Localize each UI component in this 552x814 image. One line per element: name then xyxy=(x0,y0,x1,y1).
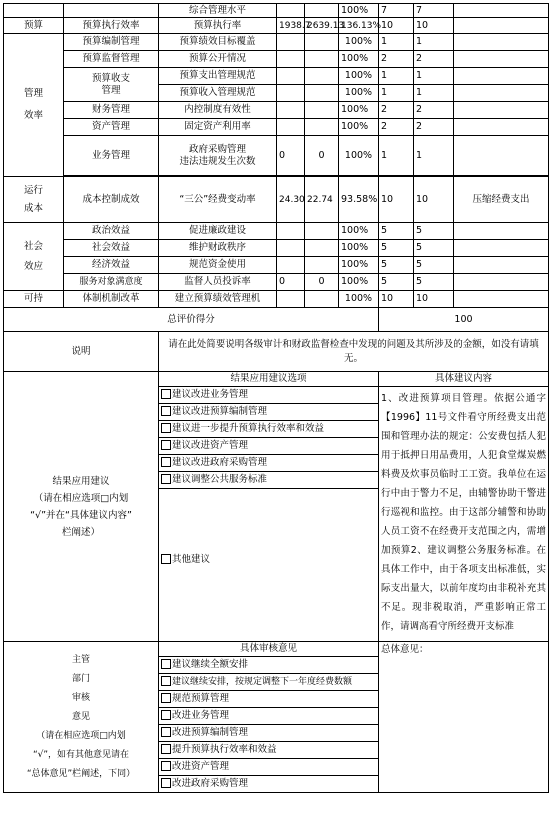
score-cell: 2 xyxy=(414,119,454,136)
option-label: 改进预算编制管理 xyxy=(172,727,249,738)
result-label-line: 结果应用建议 xyxy=(52,475,110,487)
weight-cell: 1 xyxy=(379,85,414,102)
table-row xyxy=(4,68,549,85)
option-label: 建议进一步提升预算执行效率和效益 xyxy=(172,423,325,434)
review-option[interactable] xyxy=(159,674,378,691)
category-cell: 运行 成本 xyxy=(4,177,64,223)
checkbox[interactable] xyxy=(161,554,171,564)
review-options-cell xyxy=(159,642,379,793)
first-indicator-cell xyxy=(64,4,159,18)
rate-cell: 100% xyxy=(339,274,379,291)
value-cell xyxy=(305,223,339,240)
option-label: 规范预算管理 xyxy=(172,693,230,704)
result-label-line: （请在相应选项□内划 xyxy=(33,492,129,504)
weight-cell: 7 xyxy=(379,4,414,18)
first-indicator-cell: 业务管理 xyxy=(64,136,159,176)
second-indicator-cell: 预算执行率 xyxy=(159,18,277,34)
result-content-text: 1、改进预算项目管理。依据公通字【1996】11号文件看守所经费支出范围和管理办法的规定：公安费包括人犯用于抵押日用品费用，人犯食堂煤炭燃料费及炊事员临时工工资。我单位在运行中由于警力不足，由辅警协助干警进行巡视和监控。由于这部分辅警和协助人员工资不在经费开支范围之内，需增加预算2、建议调整公务服务标准。在具体工作中，由于各项支出标准低，实际支出量大，以前年度均由非税补充其不足。现非税取消，严重影响正常工作，请调高看守所经费开支标准 xyxy=(381,393,546,632)
explain-text: 请在此处简要说明各级审计和财政监督检查中发现的问题及其所涉及的金额，如没有请填无。 xyxy=(159,332,549,372)
checkbox[interactable] xyxy=(161,693,171,703)
option-label: 改进资产管理 xyxy=(172,761,230,772)
checkbox[interactable] xyxy=(161,710,171,720)
value-cell xyxy=(305,34,339,51)
score-cell: 5 xyxy=(414,274,454,291)
result-content-header: 具体建议内容 xyxy=(379,372,548,387)
result-option[interactable] xyxy=(159,404,378,421)
value-cell xyxy=(277,240,305,257)
value-cell: 0 xyxy=(305,274,339,291)
result-content-cell xyxy=(379,372,549,642)
value-cell xyxy=(305,51,339,68)
remark-cell xyxy=(454,68,549,85)
result-options-list xyxy=(159,387,378,631)
weight-cell: 10 xyxy=(379,177,414,223)
first-indicator-cell: 预算编制管理 xyxy=(64,34,159,51)
first-indicator-cell: 成本控制成效 xyxy=(64,177,159,223)
table-row xyxy=(4,223,549,240)
score-cell: 5 xyxy=(414,223,454,240)
value-cell xyxy=(277,85,305,102)
weight-cell: 2 xyxy=(379,102,414,119)
option-label: 提升预算执行效率和效益 xyxy=(172,744,277,755)
remark-cell xyxy=(454,34,549,51)
rate-cell: 100% xyxy=(339,102,379,119)
second-indicator-cell: 规范资金使用 xyxy=(159,257,277,274)
remark-cell xyxy=(454,18,549,34)
review-label-line: （请在相应选项□内划 xyxy=(36,730,126,741)
option-label: 改进政府采购管理 xyxy=(172,778,249,789)
second-indicator-cell: 维护财政秩序 xyxy=(159,240,277,257)
value-cell xyxy=(305,4,339,18)
second-indicator-cell: 建立预算绩效管理机 xyxy=(159,291,277,308)
value-cell: 1938.7 xyxy=(277,18,305,34)
first-indicator-cell: 资产管理 xyxy=(64,119,159,136)
checkbox[interactable] xyxy=(161,761,171,771)
score-cell: 7 xyxy=(414,4,454,18)
remark-cell xyxy=(454,240,549,257)
review-label-line: “√”，如有其他意见请在 xyxy=(32,749,130,760)
score-cell: 1 xyxy=(414,34,454,51)
weight-cell: 5 xyxy=(379,240,414,257)
option-label: 建议调整公共服务标准 xyxy=(172,474,268,485)
second-indicator-cell: 政府采购管理 违法违规发生次数 xyxy=(159,136,277,176)
review-label-line: 审核 xyxy=(71,692,90,703)
second-indicator-cell: 固定资产利用率 xyxy=(159,119,277,136)
table-row xyxy=(4,177,549,223)
score-cell: 10 xyxy=(414,18,454,34)
remark-cell xyxy=(454,223,549,240)
value-cell xyxy=(305,240,339,257)
checkbox[interactable] xyxy=(161,676,171,686)
weight-cell: 1 xyxy=(379,136,414,176)
first-indicator-cell: 社会效益 xyxy=(64,240,159,257)
first-indicator-cell: 预算监督管理 xyxy=(64,51,159,68)
value-cell xyxy=(277,34,305,51)
result-option[interactable] xyxy=(159,472,378,489)
checkbox[interactable] xyxy=(161,457,171,467)
category-cell: 可持 xyxy=(4,291,64,308)
checkbox[interactable] xyxy=(161,389,171,399)
value-cell xyxy=(305,85,339,102)
review-label-line: “总体意见”栏阐述，下同） xyxy=(26,768,136,779)
review-label xyxy=(4,642,159,793)
score-cell: 10 xyxy=(414,177,454,223)
rate-cell: 136.13% xyxy=(339,18,379,34)
value-cell xyxy=(277,68,305,85)
review-option[interactable] xyxy=(159,657,378,674)
rate-cell: 100% xyxy=(339,85,379,102)
checkbox[interactable] xyxy=(161,406,171,416)
evaluation-table xyxy=(3,3,549,793)
checkbox[interactable] xyxy=(161,744,171,754)
weight-cell: 5 xyxy=(379,257,414,274)
checkbox[interactable] xyxy=(161,727,171,737)
score-cell: 2 xyxy=(414,102,454,119)
value-cell: 22.74 xyxy=(305,177,339,223)
value-cell xyxy=(305,102,339,119)
table-row xyxy=(4,136,549,176)
remark-cell xyxy=(454,136,549,176)
remark-cell xyxy=(454,274,549,291)
checkbox[interactable] xyxy=(161,474,171,484)
option-label: 改进业务管理 xyxy=(172,710,230,721)
weight-cell: 2 xyxy=(379,51,414,68)
second-indicator-cell: 预算公开情况 xyxy=(159,51,277,68)
overall-opinion-label: 总体意见： xyxy=(381,644,429,655)
remark-cell: 压缩经费支出 xyxy=(454,177,549,223)
value-cell: 0 xyxy=(277,274,305,291)
table-row xyxy=(4,119,549,136)
weight-cell: 1 xyxy=(379,68,414,85)
value-cell xyxy=(305,119,339,136)
remark-cell xyxy=(454,85,549,102)
checkbox[interactable] xyxy=(161,423,171,433)
value-cell xyxy=(277,291,305,308)
table-row xyxy=(4,291,549,308)
value-cell xyxy=(277,102,305,119)
table-row xyxy=(4,102,549,119)
score-cell: 5 xyxy=(414,257,454,274)
total-score: 100 xyxy=(379,308,549,332)
remark-cell xyxy=(454,51,549,68)
option-label: 建议改进业务管理 xyxy=(172,389,249,400)
table-row xyxy=(4,51,549,68)
checkbox[interactable] xyxy=(161,659,171,669)
second-indicator-cell: 综合管理水平 xyxy=(159,4,277,18)
result-label-line: “√”并在“具体建议内容” xyxy=(30,509,132,521)
first-indicator-cell: 经济效益 xyxy=(64,257,159,274)
value-cell: 0 xyxy=(305,136,339,176)
explain-row xyxy=(4,332,549,372)
value-cell: 2639.13 xyxy=(305,18,339,34)
category-cell: 管理 效率 xyxy=(4,34,64,177)
second-indicator-cell: 促进廉政建设 xyxy=(159,223,277,240)
result-option[interactable] xyxy=(159,438,378,455)
remark-cell xyxy=(454,291,549,308)
weight-cell: 2 xyxy=(379,119,414,136)
value-cell: 24.30 xyxy=(277,177,305,223)
first-indicator-cell: 体制机制改革 xyxy=(64,291,159,308)
weight-cell: 5 xyxy=(379,274,414,291)
checkbox[interactable] xyxy=(161,778,171,788)
rate-cell: 100% xyxy=(339,68,379,85)
score-cell: 1 xyxy=(414,136,454,176)
table-row xyxy=(4,240,549,257)
result-label xyxy=(4,372,159,642)
category-cell: 预算 xyxy=(4,18,64,34)
result-row xyxy=(4,372,549,642)
first-indicator-cell: 服务对象满意度 xyxy=(64,274,159,291)
remark-cell xyxy=(454,119,549,136)
first-indicator-cell: 政治效益 xyxy=(64,223,159,240)
value-cell xyxy=(277,4,305,18)
overall-opinion-cell xyxy=(379,642,549,793)
review-label-line: 意见 xyxy=(71,711,90,722)
option-label: 建议继续安排，按规定调整下一年度经费数额 xyxy=(172,677,353,687)
score-cell: 10 xyxy=(414,291,454,308)
rate-cell: 93.58% xyxy=(339,177,379,223)
value-cell xyxy=(277,119,305,136)
value-cell xyxy=(305,68,339,85)
result-option[interactable] xyxy=(159,387,378,404)
total-label: 总评价得分 xyxy=(4,308,379,332)
value-cell xyxy=(305,257,339,274)
remark-cell xyxy=(454,257,549,274)
rate-cell: 100% xyxy=(339,291,379,308)
review-option[interactable] xyxy=(159,708,378,725)
total-row xyxy=(4,308,549,332)
first-indicator-cell: 预算执行效率 xyxy=(64,18,159,34)
rate-cell: 100% xyxy=(339,240,379,257)
category-cell: 社会 效应 xyxy=(4,223,64,291)
remark-cell xyxy=(454,4,549,18)
second-indicator-cell: “三公”经费变动率 xyxy=(159,177,277,223)
evaluation-form xyxy=(3,3,548,793)
value-cell xyxy=(277,223,305,240)
table-row xyxy=(4,4,549,18)
review-options-header: 具体审核意见 xyxy=(159,642,378,657)
option-label: 建议继续全额安排 xyxy=(172,659,249,670)
review-option[interactable] xyxy=(159,691,378,708)
second-indicator-cell: 预算收入管理规范 xyxy=(159,85,277,102)
result-options-cell xyxy=(159,372,379,642)
second-indicator-cell: 预算绩效目标覆盖 xyxy=(159,34,277,51)
first-indicator-cell: 财务管理 xyxy=(64,102,159,119)
first-indicator-cell: 预算收支 管理 xyxy=(64,68,159,102)
rate-cell: 100% xyxy=(339,223,379,240)
review-options-list xyxy=(159,657,378,792)
explain-label: 说明 xyxy=(4,332,159,372)
table-row xyxy=(4,18,549,34)
review-label-line: 主管 xyxy=(71,654,90,665)
table-row xyxy=(4,34,549,51)
second-indicator-cell: 内控制度有效性 xyxy=(159,102,277,119)
value-cell xyxy=(305,291,339,308)
option-label: 建议改进预算编制管理 xyxy=(172,406,268,417)
second-indicator-cell: 监督人员投诉率 xyxy=(159,274,277,291)
value-cell xyxy=(277,51,305,68)
score-cell: 5 xyxy=(414,240,454,257)
result-label-line: 栏阐述） xyxy=(61,526,100,538)
rate-cell: 100% xyxy=(339,51,379,68)
review-row xyxy=(4,642,549,793)
result-options-header: 结果应用建议选项 xyxy=(159,372,378,387)
rate-cell: 100% xyxy=(339,136,379,176)
rate-cell: 100% xyxy=(339,257,379,274)
score-cell: 1 xyxy=(414,85,454,102)
checkbox[interactable] xyxy=(161,440,171,450)
rate-cell: 100% xyxy=(339,4,379,18)
option-label: 建议改进资产管理 xyxy=(172,440,249,451)
review-option[interactable] xyxy=(159,759,378,776)
rate-cell: 100% xyxy=(339,119,379,136)
table-row xyxy=(4,274,549,291)
result-option[interactable] xyxy=(159,489,378,631)
review-option[interactable] xyxy=(159,725,378,742)
category-cell xyxy=(4,4,64,18)
second-indicator-cell: 预算支出管理规范 xyxy=(159,68,277,85)
review-label-line: 部门 xyxy=(71,673,90,684)
weight-cell: 10 xyxy=(379,291,414,308)
option-label: 其他建议 xyxy=(172,554,211,565)
weight-cell: 10 xyxy=(379,18,414,34)
review-option[interactable] xyxy=(159,776,378,792)
remark-cell xyxy=(454,102,549,119)
result-option[interactable] xyxy=(159,421,378,438)
rate-cell: 100% xyxy=(339,34,379,51)
value-cell: 0 xyxy=(277,136,305,176)
weight-cell: 5 xyxy=(379,223,414,240)
review-option[interactable] xyxy=(159,742,378,759)
option-label: 建议改进政府采购管理 xyxy=(172,457,268,468)
table-row xyxy=(4,257,549,274)
score-cell: 2 xyxy=(414,51,454,68)
result-option[interactable] xyxy=(159,455,378,472)
score-cell: 1 xyxy=(414,68,454,85)
weight-cell: 1 xyxy=(379,34,414,51)
value-cell xyxy=(277,257,305,274)
